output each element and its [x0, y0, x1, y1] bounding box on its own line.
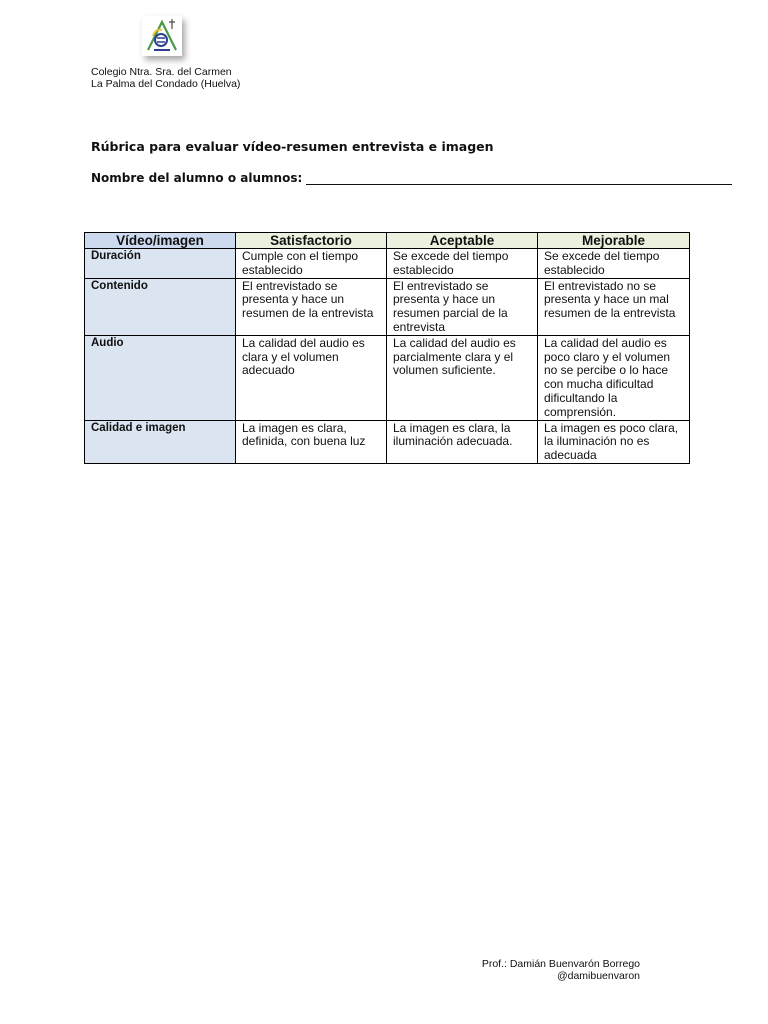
header-mejorable: Mejorable — [538, 233, 690, 249]
mejorable-cell: El entrevistado no se presenta y hace un mal resumen de la entrevista — [538, 278, 690, 335]
aceptable-cell: Se excede del tiempo establecido — [387, 249, 538, 279]
table-row — [85, 249, 690, 279]
header-criterion: Vídeo/imagen — [85, 233, 236, 249]
school-location: La Palma del Condado (Huelva) — [91, 78, 241, 90]
header-aceptable: Aceptable — [387, 233, 538, 249]
satisfactorio-cell: Cumple con el tiempo establecido — [236, 249, 387, 279]
mejorable-cell: La imagen es poco clara, la iluminación no es adecuada — [538, 420, 690, 463]
criterion-cell: Duración — [85, 249, 236, 279]
criterion-cell: Contenido — [85, 278, 236, 335]
table-row — [85, 335, 690, 420]
school-info — [91, 66, 240, 90]
satisfactorio-cell: El entrevistado se presenta y hace un resumen de la entrevista — [236, 278, 387, 335]
author-name: Prof.: Damián Buenvarón Borrego — [481, 958, 640, 970]
criterion-cell: Audio — [85, 335, 236, 420]
school-crest-icon — [142, 16, 182, 56]
aceptable-cell: La calidad del audio es parcialmente clara y el volumen suficiente. — [387, 335, 538, 420]
criterion-cell: Calidad e imagen — [85, 420, 236, 463]
rubric-header-row — [85, 233, 690, 249]
student-name-label: Nombre del alumno o alumnos: — [91, 171, 303, 185]
rubric-table — [84, 232, 690, 464]
aceptable-cell: El entrevistado se presenta y hace un resumen parcial de la entrevista — [387, 278, 538, 335]
student-name-blank-line — [306, 172, 732, 185]
table-row — [85, 420, 690, 463]
table-row — [85, 278, 690, 335]
student-name-field — [91, 171, 732, 185]
satisfactorio-cell: La calidad del audio es clara y el volumen adecuado — [236, 335, 387, 420]
header-satisfactorio: Satisfactorio — [236, 233, 387, 249]
author-footer — [482, 958, 640, 982]
document-title: Rúbrica para evaluar vídeo-resumen entrevista e imagen — [91, 139, 494, 154]
author-handle: @damibuenvaron — [556, 970, 640, 982]
satisfactorio-cell: La imagen es clara, definida, con buena luz — [236, 420, 387, 463]
school-logo-icon — [142, 16, 182, 56]
mejorable-cell: Se excede del tiempo establecido — [538, 249, 690, 279]
aceptable-cell: La imagen es clara, la iluminación adecuada. — [387, 420, 538, 463]
mejorable-cell: La calidad del audio es poco claro y el volumen no se percibe o lo hace con mucha dificultad dificultando la comprensión. — [538, 335, 690, 420]
school-name: Colegio Ntra. Sra. del Carmen — [91, 66, 232, 78]
